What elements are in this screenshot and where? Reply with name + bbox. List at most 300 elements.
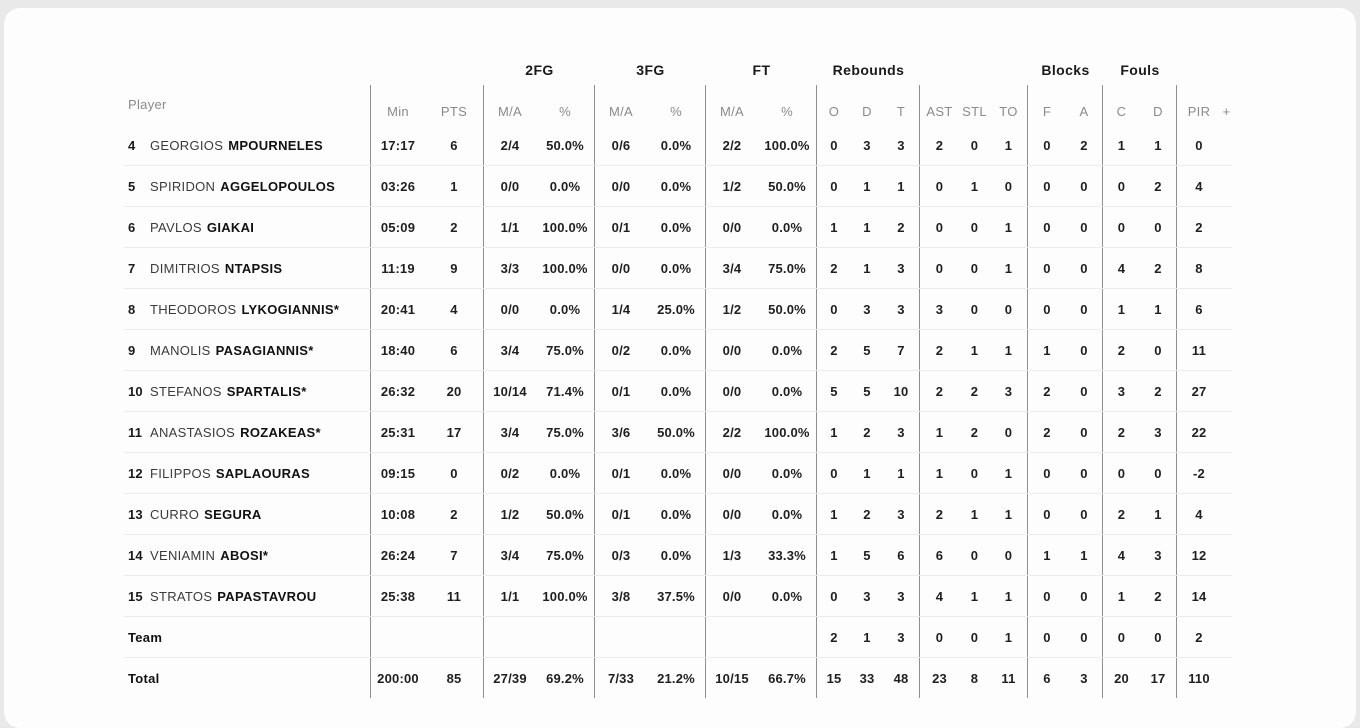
cell-fg2_pct: 71.4% bbox=[536, 371, 595, 411]
cell-foul_d: 17 bbox=[1140, 658, 1177, 698]
cell-fg3_ma: 1/4 bbox=[611, 301, 631, 317]
player-last-name: ABOSI* bbox=[220, 547, 269, 563]
cell-foul_d: 0 bbox=[1140, 453, 1177, 493]
jersey-number: 12 bbox=[128, 465, 143, 481]
cell-blk_a: 0 bbox=[1066, 412, 1103, 452]
cell-fg3_pct: 0.0% bbox=[647, 535, 706, 575]
cell-to: 11 bbox=[990, 658, 1028, 698]
player-cell bbox=[124, 453, 371, 493]
cell-pir: 4 bbox=[1195, 506, 1203, 522]
cell-ft_ma: 1/3 bbox=[722, 547, 742, 563]
cell-blk_a: 3 bbox=[1066, 658, 1103, 698]
cell-foul_d: 1 bbox=[1140, 289, 1177, 329]
cell-blk_a: 0 bbox=[1066, 494, 1103, 534]
cell-reb_o: 2 bbox=[830, 260, 838, 276]
box-score-table bbox=[124, 55, 1232, 698]
cell-stl: 1 bbox=[970, 342, 979, 358]
cell-foul_c: 3 bbox=[1117, 383, 1126, 399]
cell-plus bbox=[1221, 248, 1232, 288]
cell-min: 11:19 bbox=[381, 260, 415, 276]
cell-fg2_ma: 1/2 bbox=[500, 506, 520, 522]
cell-ft_ma: 0/0 bbox=[722, 506, 742, 522]
cell-fg3_ma: 0/0 bbox=[611, 260, 631, 276]
cell-stl: 1 bbox=[970, 588, 979, 604]
player-first-name: CURRO bbox=[150, 506, 200, 522]
cell-ast: 2 bbox=[935, 137, 944, 153]
cell-fg3_ma: 0/6 bbox=[611, 137, 631, 153]
cell-blk_f: 0 bbox=[1043, 219, 1051, 235]
cell-blk_f: 0 bbox=[1043, 588, 1051, 604]
cell-reb_t: 6 bbox=[883, 535, 920, 575]
group-header-2fg: 2FG bbox=[525, 62, 554, 78]
col-header-3fg-ma: M/A bbox=[608, 104, 633, 119]
cell-pir: 27 bbox=[1191, 383, 1207, 399]
cell-fg2_ma: 1/1 bbox=[500, 588, 520, 604]
cell-ft_ma: 10/15 bbox=[715, 670, 749, 686]
cell-pts: 17 bbox=[425, 412, 484, 452]
cell-reb_o: 0 bbox=[830, 465, 838, 481]
cell-reb_o: 1 bbox=[830, 219, 838, 235]
cell-blk_a: 2 bbox=[1066, 125, 1103, 165]
cell-blk_f: 0 bbox=[1043, 301, 1051, 317]
cell-fg2_ma: 27/39 bbox=[493, 670, 527, 686]
col-header-plus: + bbox=[1222, 104, 1231, 119]
cell-fg3_pct: 37.5% bbox=[647, 576, 706, 616]
cell-fg3_ma: 0/1 bbox=[611, 465, 631, 481]
cell-pir: 8 bbox=[1195, 260, 1203, 276]
col-header-pts: PTS bbox=[425, 85, 484, 125]
cell-fg3_pct: 0.0% bbox=[647, 371, 706, 411]
cell-fg3_ma: 3/8 bbox=[611, 588, 631, 604]
team-row bbox=[124, 617, 1232, 658]
cell-ft_ma: 0/0 bbox=[722, 342, 742, 358]
cell-fg2_ma: 3/3 bbox=[500, 260, 520, 276]
cell-ast: 0 bbox=[935, 629, 944, 645]
cell-foul_d: 1 bbox=[1140, 494, 1177, 534]
cell-reb_t: 3 bbox=[883, 617, 920, 657]
cell-to: 1 bbox=[990, 330, 1028, 370]
player-first-name: STRATOS bbox=[150, 588, 213, 604]
group-header-spacer bbox=[124, 55, 484, 85]
cell-fg2_pct: 100.0% bbox=[536, 207, 595, 247]
cell-stl: 0 bbox=[970, 301, 979, 317]
group-header-rebounds: Rebounds bbox=[832, 62, 905, 78]
cell-to: 0 bbox=[990, 412, 1028, 452]
cell-blk_a: 0 bbox=[1066, 453, 1103, 493]
cell-blk_f: 0 bbox=[1043, 137, 1051, 153]
cell-ft_ma: 3/4 bbox=[722, 260, 742, 276]
cell-to: 1 bbox=[990, 617, 1028, 657]
cell-pts: 9 bbox=[425, 248, 484, 288]
cell-ft_ma: 0/0 bbox=[722, 588, 742, 604]
cell-plus bbox=[1221, 412, 1232, 452]
cell-ft_pct: 0.0% bbox=[758, 207, 817, 247]
cell-ast: 2 bbox=[935, 383, 944, 399]
cell-foul_c: 20 bbox=[1114, 670, 1129, 686]
cell-min: 25:38 bbox=[380, 588, 416, 604]
player-first-name: DIMITRIOS bbox=[150, 260, 220, 276]
cell-fg3_ma: 0/1 bbox=[611, 219, 631, 235]
cell-plus bbox=[1221, 207, 1232, 247]
cell-fg3_ma: 7/33 bbox=[607, 670, 635, 686]
col-header-3fg-pct: % bbox=[647, 85, 706, 125]
cell-ft_pct: 75.0% bbox=[758, 248, 817, 288]
cell-ft_ma: 1/2 bbox=[722, 301, 742, 317]
cell-min: 26:32 bbox=[380, 383, 416, 399]
cell-ft_ma: 2/2 bbox=[722, 137, 742, 153]
cell-stl: 8 bbox=[970, 670, 979, 686]
cell-fg3_ma: 3/6 bbox=[611, 424, 631, 440]
cell-pir: -2 bbox=[1193, 465, 1205, 481]
cell-stl: 0 bbox=[970, 137, 979, 153]
player-first-name: SPIRIDON bbox=[150, 178, 216, 194]
cell-fg2_pct: 75.0% bbox=[536, 412, 595, 452]
cell-reb_d: 5 bbox=[863, 547, 871, 563]
cell-ast: 1 bbox=[935, 424, 944, 440]
player-cell bbox=[124, 617, 371, 657]
cell-reb_o: 0 bbox=[830, 178, 838, 194]
player-cell bbox=[124, 658, 371, 698]
cell-pir: 4 bbox=[1195, 178, 1203, 194]
cell-blk_a: 0 bbox=[1066, 248, 1103, 288]
player-row bbox=[124, 289, 1232, 330]
cell-min bbox=[371, 617, 425, 657]
cell-fg2_pct: 75.0% bbox=[536, 330, 595, 370]
cell-foul_c: 4 bbox=[1117, 547, 1126, 563]
col-header-player: Player bbox=[124, 85, 371, 125]
cell-reb_d: 1 bbox=[863, 260, 871, 276]
jersey-number: 9 bbox=[128, 342, 136, 358]
cell-fg2_ma: 3/4 bbox=[500, 342, 520, 358]
group-header-ft: FT bbox=[752, 62, 771, 78]
cell-fg2_pct: 50.0% bbox=[536, 125, 595, 165]
cell-fg2_ma: 1/1 bbox=[500, 219, 520, 235]
player-cell bbox=[124, 371, 371, 411]
row-label: Team bbox=[128, 629, 163, 645]
cell-to: 1 bbox=[990, 248, 1028, 288]
cell-min: 09:15 bbox=[380, 465, 416, 481]
cell-blk_f: 2 bbox=[1043, 424, 1051, 440]
cell-fg3_pct: 0.0% bbox=[647, 494, 706, 534]
cell-fg2_pct: 69.2% bbox=[536, 658, 595, 698]
cell-fg3_ma: 0/1 bbox=[611, 383, 631, 399]
cell-plus bbox=[1221, 125, 1232, 165]
cell-foul_d: 2 bbox=[1140, 576, 1177, 616]
cell-pir: 110 bbox=[1188, 670, 1210, 686]
cell-reb_d: 1 bbox=[863, 629, 871, 645]
cell-reb_o: 0 bbox=[830, 588, 838, 604]
cell-foul_c: 4 bbox=[1117, 260, 1126, 276]
cell-ast: 3 bbox=[935, 301, 944, 317]
cell-fg2_ma: 3/4 bbox=[500, 424, 520, 440]
player-last-name: SAPLAOURAS bbox=[215, 465, 310, 481]
cell-ft_ma bbox=[706, 617, 758, 657]
cell-foul_c: 1 bbox=[1117, 588, 1126, 604]
cell-stl: 0 bbox=[970, 260, 979, 276]
cell-blk_a: 1 bbox=[1066, 535, 1103, 575]
cell-reb_t: 10 bbox=[883, 371, 920, 411]
cell-fg2_pct bbox=[536, 617, 595, 657]
player-first-name: MANOLIS bbox=[150, 342, 211, 358]
cell-blk_f: 2 bbox=[1043, 383, 1051, 399]
cell-min: 20:41 bbox=[380, 301, 416, 317]
cell-reb_o: 2 bbox=[830, 629, 838, 645]
player-cell bbox=[124, 494, 371, 534]
cell-fg2_pct: 100.0% bbox=[536, 248, 595, 288]
player-cell bbox=[124, 330, 371, 370]
cell-ft_ma: 2/2 bbox=[722, 424, 742, 440]
group-header-fouls: Fouls bbox=[1120, 62, 1160, 78]
cell-plus bbox=[1221, 617, 1232, 657]
cell-ft_pct: 33.3% bbox=[758, 535, 817, 575]
cell-fg2_ma: 3/4 bbox=[500, 547, 520, 563]
col-header-foul-c: C bbox=[1116, 104, 1127, 119]
cell-blk_f: 0 bbox=[1043, 629, 1051, 645]
jersey-number: 11 bbox=[128, 424, 143, 440]
cell-ast: 2 bbox=[935, 342, 944, 358]
cell-fg2_pct: 100.0% bbox=[536, 576, 595, 616]
cell-pts: 6 bbox=[425, 330, 484, 370]
player-row bbox=[124, 330, 1232, 371]
cell-pts bbox=[425, 617, 484, 657]
cell-min: 05:09 bbox=[380, 219, 416, 235]
cell-fg3_ma: 0/3 bbox=[611, 547, 631, 563]
cell-fg3_pct: 0.0% bbox=[647, 453, 706, 493]
cell-fg3_pct bbox=[647, 617, 706, 657]
cell-reb_d: 1 bbox=[863, 219, 871, 235]
cell-pir: 22 bbox=[1191, 424, 1207, 440]
player-row bbox=[124, 453, 1232, 494]
player-last-name: NTAPSIS bbox=[224, 260, 283, 276]
cell-pir: 6 bbox=[1195, 301, 1203, 317]
cell-ft_pct: 0.0% bbox=[758, 453, 817, 493]
cell-fg3_ma: 0/1 bbox=[611, 506, 631, 522]
cell-blk_f: 6 bbox=[1043, 670, 1051, 686]
player-row bbox=[124, 248, 1232, 289]
cell-fg2_pct: 0.0% bbox=[536, 289, 595, 329]
jersey-number: 7 bbox=[128, 260, 136, 276]
cell-reb_o: 5 bbox=[830, 383, 838, 399]
player-cell bbox=[124, 248, 371, 288]
cell-reb_d: 2 bbox=[863, 506, 871, 522]
cell-fg3_pct: 0.0% bbox=[647, 207, 706, 247]
player-last-name: SPARTALIS* bbox=[226, 383, 307, 399]
player-row bbox=[124, 371, 1232, 412]
player-first-name: STEFANOS bbox=[150, 383, 222, 399]
col-header-reb-t: T bbox=[883, 85, 920, 125]
cell-reb_d: 2 bbox=[863, 424, 871, 440]
cell-foul_d: 3 bbox=[1140, 412, 1177, 452]
cell-stl: 0 bbox=[970, 465, 979, 481]
col-header-foul-d: D bbox=[1140, 85, 1177, 125]
cell-fg2_ma: 10/14 bbox=[493, 383, 527, 399]
cell-foul_d: 0 bbox=[1140, 617, 1177, 657]
cell-foul_c: 2 bbox=[1117, 424, 1126, 440]
player-last-name: PASAGIANNIS* bbox=[215, 342, 314, 358]
cell-blk_f: 0 bbox=[1043, 178, 1051, 194]
cell-reb_t: 1 bbox=[883, 166, 920, 206]
cell-reb_d: 5 bbox=[863, 342, 871, 358]
cell-foul_d: 2 bbox=[1140, 371, 1177, 411]
cell-blk_a: 0 bbox=[1066, 617, 1103, 657]
cell-pts: 2 bbox=[425, 494, 484, 534]
player-cell bbox=[124, 289, 371, 329]
cell-ft_pct: 0.0% bbox=[758, 330, 817, 370]
cell-ft_pct: 50.0% bbox=[758, 166, 817, 206]
jersey-number: 8 bbox=[128, 301, 136, 317]
cell-foul_c: 0 bbox=[1117, 219, 1126, 235]
cell-ast: 0 bbox=[935, 178, 944, 194]
player-first-name: VENIAMIN bbox=[150, 547, 216, 563]
col-header-reb-d: D bbox=[862, 104, 872, 119]
cell-reb_t: 1 bbox=[883, 453, 920, 493]
cell-min: 200:00 bbox=[377, 670, 419, 686]
column-header-row bbox=[124, 85, 1232, 125]
player-first-name: ANASTASIOS bbox=[150, 424, 236, 440]
box-score-card bbox=[4, 8, 1356, 728]
group-header-blocks: Blocks bbox=[1041, 62, 1090, 78]
cell-plus bbox=[1221, 535, 1232, 575]
cell-reb_t: 3 bbox=[883, 289, 920, 329]
cell-reb_o: 2 bbox=[830, 342, 838, 358]
cell-blk_f: 1 bbox=[1043, 342, 1051, 358]
cell-foul_d: 1 bbox=[1140, 125, 1177, 165]
cell-fg2_ma bbox=[484, 617, 536, 657]
cell-fg2_pct: 50.0% bbox=[536, 494, 595, 534]
cell-fg3_pct: 0.0% bbox=[647, 248, 706, 288]
cell-reb_d: 3 bbox=[863, 137, 871, 153]
player-row bbox=[124, 412, 1232, 453]
cell-pir: 11 bbox=[1191, 342, 1207, 358]
cell-ft_ma: 0/0 bbox=[722, 465, 742, 481]
cell-pts: 4 bbox=[425, 289, 484, 329]
col-header-pir: PIR bbox=[1187, 104, 1211, 119]
player-last-name: SEGURA bbox=[204, 506, 262, 522]
player-row bbox=[124, 494, 1232, 535]
cell-min: 03:26 bbox=[380, 178, 416, 194]
cell-plus bbox=[1221, 166, 1232, 206]
cell-reb_d: 3 bbox=[863, 588, 871, 604]
cell-pts: 0 bbox=[425, 453, 484, 493]
player-first-name: FILIPPOS bbox=[150, 465, 211, 481]
cell-fg3_ma bbox=[595, 617, 647, 657]
player-row bbox=[124, 125, 1232, 166]
player-last-name: MPOURNELES bbox=[228, 137, 323, 153]
cell-fg2_ma: 2/4 bbox=[500, 137, 520, 153]
player-last-name: AGGELOPOULOS bbox=[220, 178, 336, 194]
cell-reb_t: 2 bbox=[883, 207, 920, 247]
cell-stl: 1 bbox=[970, 506, 979, 522]
col-header-blk-a: A bbox=[1066, 85, 1103, 125]
cell-ft_pct: 66.7% bbox=[758, 658, 817, 698]
cell-ast: 0 bbox=[935, 260, 944, 276]
jersey-number: 14 bbox=[128, 547, 143, 563]
cell-blk_a: 0 bbox=[1066, 166, 1103, 206]
cell-pir: 12 bbox=[1191, 547, 1207, 563]
group-header-spacer bbox=[920, 55, 1028, 85]
cell-foul_d: 0 bbox=[1140, 330, 1177, 370]
player-cell bbox=[124, 535, 371, 575]
cell-foul_c: 2 bbox=[1117, 342, 1126, 358]
cell-pts: 7 bbox=[425, 535, 484, 575]
cell-plus bbox=[1221, 330, 1232, 370]
jersey-number: 10 bbox=[128, 383, 143, 399]
cell-reb_o: 1 bbox=[830, 424, 838, 440]
cell-pts: 20 bbox=[425, 371, 484, 411]
cell-plus bbox=[1221, 494, 1232, 534]
cell-plus bbox=[1221, 453, 1232, 493]
jersey-number: 5 bbox=[128, 178, 136, 194]
cell-pts: 1 bbox=[425, 166, 484, 206]
cell-fg2_ma: 0/2 bbox=[500, 465, 520, 481]
group-header-row bbox=[124, 55, 1232, 85]
col-header-ast: AST bbox=[926, 104, 953, 119]
player-row bbox=[124, 535, 1232, 576]
cell-ast: 4 bbox=[935, 588, 944, 604]
row-label: Total bbox=[128, 670, 160, 686]
cell-ft_ma: 0/0 bbox=[722, 219, 742, 235]
player-cell bbox=[124, 412, 371, 452]
cell-fg3_pct: 21.2% bbox=[647, 658, 706, 698]
cell-blk_a: 0 bbox=[1066, 576, 1103, 616]
player-row bbox=[124, 166, 1232, 207]
cell-blk_a: 0 bbox=[1066, 371, 1103, 411]
jersey-number: 4 bbox=[128, 137, 136, 153]
cell-blk_f: 0 bbox=[1043, 260, 1051, 276]
cell-ft_pct: 100.0% bbox=[758, 125, 817, 165]
col-header-min: Min bbox=[387, 104, 409, 119]
cell-fg2_pct: 0.0% bbox=[536, 166, 595, 206]
cell-foul_c: 1 bbox=[1117, 137, 1126, 153]
cell-pir: 14 bbox=[1191, 588, 1207, 604]
cell-to: 1 bbox=[990, 576, 1028, 616]
player-first-name: GEORGIOS bbox=[150, 137, 224, 153]
cell-stl: 0 bbox=[970, 219, 979, 235]
cell-plus bbox=[1221, 289, 1232, 329]
col-header-blk-f: F bbox=[1042, 104, 1052, 119]
cell-foul_c: 0 bbox=[1117, 178, 1126, 194]
cell-stl: 0 bbox=[970, 547, 979, 563]
cell-plus bbox=[1221, 658, 1232, 698]
cell-to: 0 bbox=[990, 289, 1028, 329]
player-last-name: LYKOGIANNIS* bbox=[241, 301, 340, 317]
cell-ft_pct: 100.0% bbox=[758, 412, 817, 452]
cell-ast: 0 bbox=[935, 219, 944, 235]
cell-reb_t: 3 bbox=[883, 576, 920, 616]
cell-ft_pct: 50.0% bbox=[758, 289, 817, 329]
cell-to: 0 bbox=[990, 535, 1028, 575]
cell-pts: 2 bbox=[425, 207, 484, 247]
group-header-spacer bbox=[1177, 55, 1232, 85]
player-cell bbox=[124, 576, 371, 616]
cell-fg3_ma: 0/0 bbox=[611, 178, 631, 194]
cell-pir: 2 bbox=[1195, 629, 1203, 645]
cell-fg3_pct: 25.0% bbox=[647, 289, 706, 329]
col-header-2fg-ma: M/A bbox=[497, 104, 522, 119]
player-cell bbox=[124, 166, 371, 206]
player-cell bbox=[124, 125, 371, 165]
cell-ft_ma: 0/0 bbox=[722, 383, 742, 399]
cell-foul_d: 0 bbox=[1140, 207, 1177, 247]
cell-min: 26:24 bbox=[380, 547, 416, 563]
cell-reb_o: 1 bbox=[830, 547, 838, 563]
cell-pir: 0 bbox=[1195, 137, 1203, 153]
cell-reb_t: 3 bbox=[883, 412, 920, 452]
cell-reb_t: 48 bbox=[883, 658, 920, 698]
cell-ast: 2 bbox=[935, 506, 944, 522]
cell-stl: 0 bbox=[970, 629, 979, 645]
col-header-stl: STL bbox=[962, 104, 987, 119]
